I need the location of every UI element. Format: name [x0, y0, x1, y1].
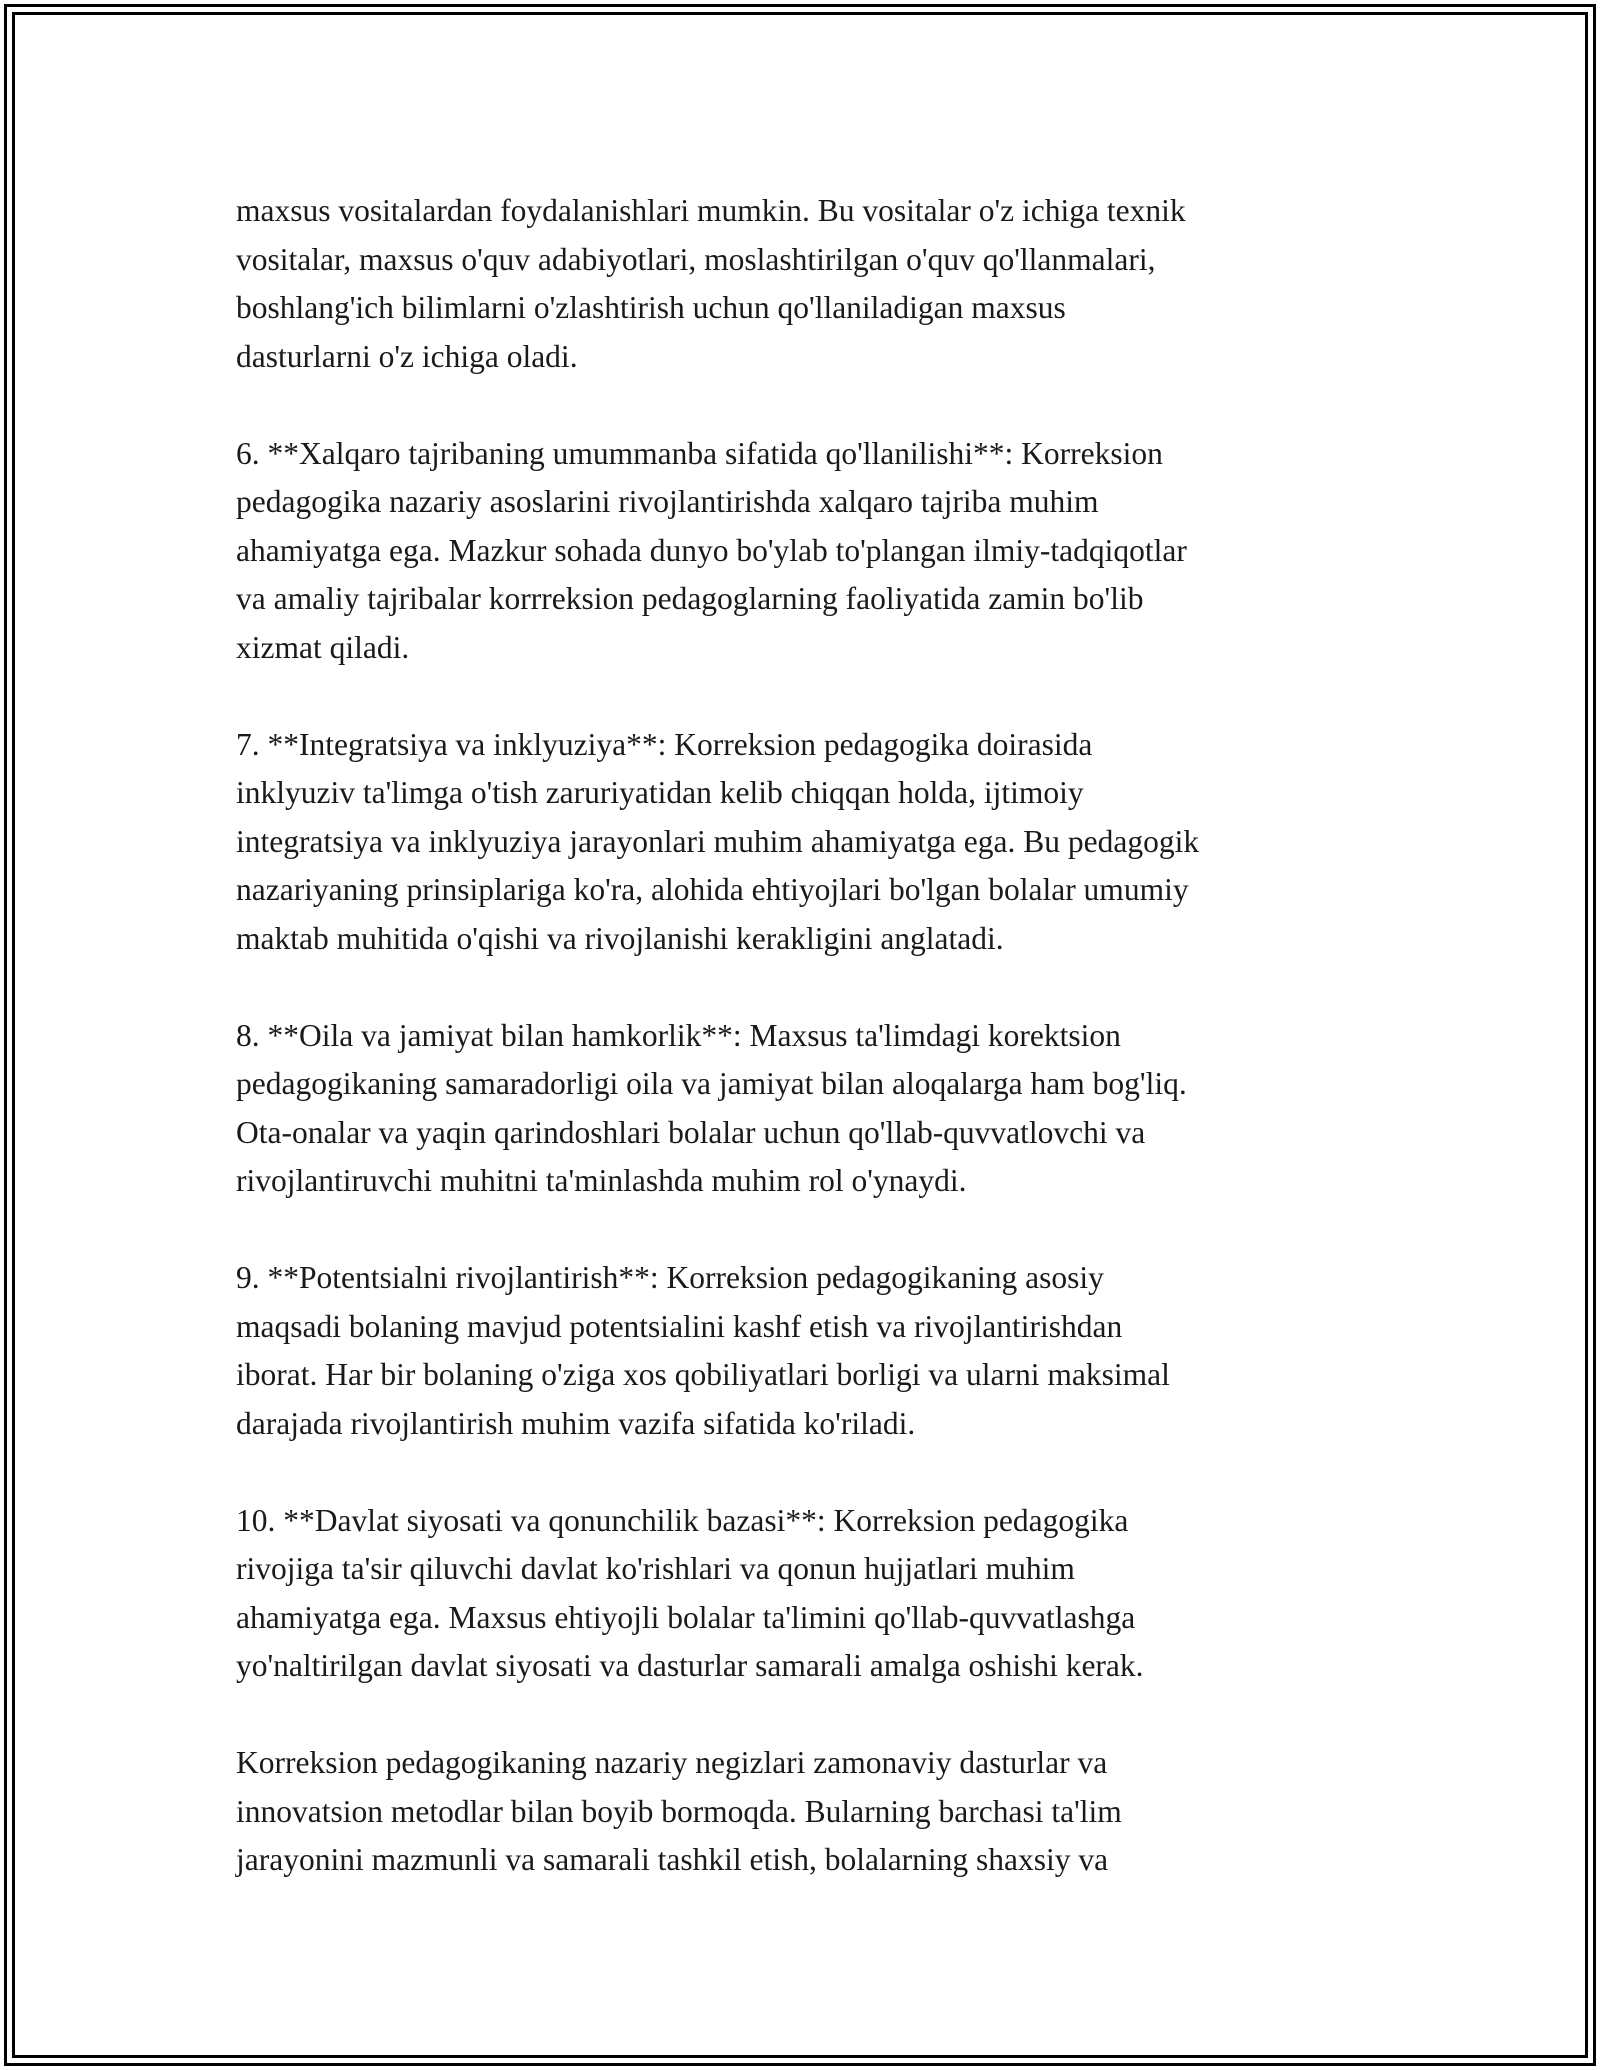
paragraph-conclusion: Korreksion pedagogikaning nazariy negizlari zamonaviy dasturlar va innovatsion metodlar bilan boyib bormoqda. Bularning barchasi ta'lim jarayonini mazmunli va samarali tashkil etish, bolalarning shaxsiy va — [236, 1745, 1122, 1877]
paragraph-item-6: 6. **Xalqaro tajribaning umummanba sifatida qo'llanilishi**: Korreksion pedagogika nazariy asoslarini rivojlantirishda xalqaro tajriba muhim ahamiyatga ega. Mazkur sohada dunyo bo'ylab to'plangan ilmiy-tadqiqotlar va amaliy tajribalar korrreksion pedagoglarning faoliyatida zamin bo'lib xizmat qiladi. — [236, 435, 1187, 665]
document-body — [236, 187, 1366, 1885]
paragraph-item-9: 9. **Potentsialni rivojlantirish**: Korreksion pedagogikaning asosiy maqsadi bolaning mavjud potentsialini kashf etish va rivojlantirishdan iborat. Har bir bolaning o'ziga xos qobiliyatlari borligi va ularni maksimal darajada rivojlantirish muhim vazifa sifatida ko'riladi. — [236, 1260, 1170, 1441]
paragraph-intro-continuation: maxsus vositalardan foydalanishlari mumkin. Bu vositalar o'z ichiga texnik vositalar, maxsus o'quv adabiyotlari, moslashtirilgan o'quv qo'llanmalari, boshlang'ich bilimlarni o'zlashtirish uchun qo'llaniladigan maxsus dasturlarni o'z ichiga oladi. — [236, 193, 1186, 374]
paragraph-item-7: 7. **Integratsiya va inklyuziya**: Korreksion pedagogika doirasida inklyuziv ta'limga o'tish zaruriyatidan kelib chiqqan holda, ijtimoiy integratsiya va inklyuziya jarayonlari muhim ahamiyatga ega. Bu pedagogik nazariyaning prinsiplariga ko'ra, alohida ehtiyojlari bo'lgan bolalar umumiy maktab muhitida o'qishi va rivojlanishi kerakligini anglatadi. — [236, 726, 1200, 956]
paragraph-item-8: 8. **Oila va jamiyat bilan hamkorlik**: Maxsus ta'limdagi korektsion pedagogikaning samaradorligi oila va jamiyat bilan aloqalarga ham bog'liq. Ota-onalar va yaqin qarindoshlari bolalar uchun qo'llab-quvvatlovchi va rivojlantiruvchi muhitni ta'minlashda muhim rol o'ynaydi. — [236, 1017, 1187, 1198]
paragraph-item-10: 10. **Davlat siyosati va qonunchilik bazasi**: Korreksion pedagogika rivojiga ta'sir qiluvchi davlat ko'rishlari va qonun hujjatlari muhim ahamiyatga ega. Maxsus ehtiyojli bolalar ta'limini qo'llab-quvvatlashga yo'naltirilgan davlat siyosati va dasturlar samarali amalga oshishi kerak. — [236, 1502, 1144, 1683]
